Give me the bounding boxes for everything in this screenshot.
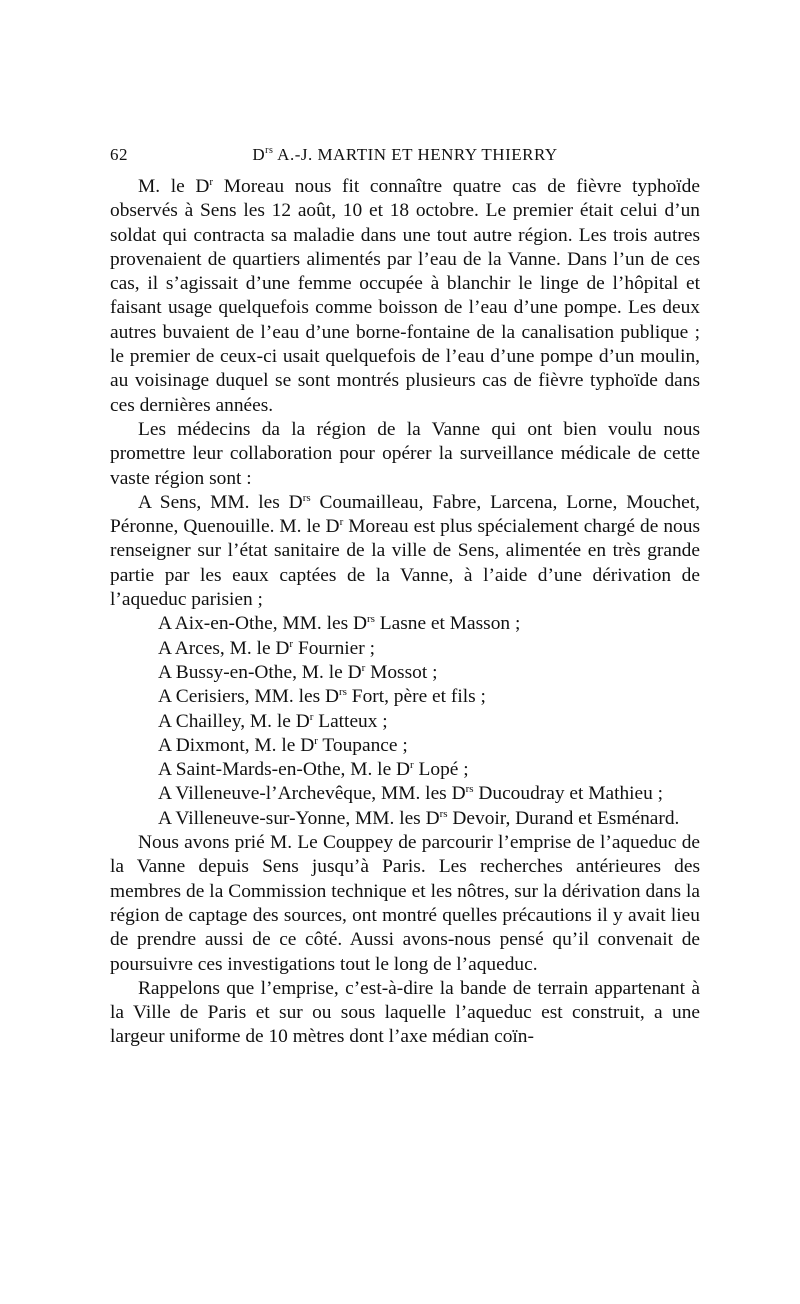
- doctor-abbrev-sup: rs: [302, 491, 311, 504]
- text-run: Les médecins da la région de la Vanne qui ont bien voulu nous promettre leur collaboration pour opérer la surveillance médicale de cette vaste région sont :: [110, 418, 700, 489]
- text-run: A Aix-en-Othe, MM. les D: [158, 613, 367, 635]
- text-run: A Bussy-en-Othe, M. le D: [158, 661, 362, 683]
- doctor-abbrev-sup: r: [410, 759, 414, 772]
- text-run: A Cerisiers, MM. les D: [158, 686, 339, 708]
- doctor-abbrev-sup: r: [339, 516, 344, 529]
- doctor-abbrev-sup: r: [309, 710, 314, 723]
- text-run: Mossot ;: [365, 661, 438, 683]
- text-run: Moreau nous fit connaître quatre cas de fièvre typhoïde observés à Sens les 12 août, 10 et 18 octobre. Le premier était celui d’un soldat qui contracta sa maladie dans une tout autre région. Les trois autres provenaient de quartiers alimentés par l’eau de la Vanne. Dans l’un de ces cas, il s’agissait d’une femme occupée à blanchir le linge de l’hôpital et faisant usage quelquefois comme boisson de l’eau d’une pompe. Les deux autres buvaient de l’eau d’une borne-fontaine de la canalisation publique ; le premier de ceux-ci usait quelquefois de l’eau d’une pompe d’un moulin, au voisinage duquel se sont montrés plusieurs cas de fièvre typhoïde dans ces dernières années.: [110, 176, 700, 416]
- header-authors-prefix: D: [252, 145, 266, 164]
- header-authors-sup: rs: [265, 145, 274, 156]
- doctor-abbrev-sup: rs: [465, 783, 474, 796]
- text-run: A Villeneuve-l’Archevêque, MM. les D: [158, 783, 466, 805]
- text-run: Rappelons que l’emprise, c’est-à-dire la bande de terrain appartenant à la Ville de Paris et sur ou sous laquelle l’aqueduc est construit, a une largeur uniforme de 10 mètres dont l’axe médian coïn-: [110, 977, 700, 1048]
- body-text: [110, 175, 700, 1050]
- book-page: [110, 145, 700, 1050]
- header-title: [110, 145, 700, 165]
- physician-list-item: [110, 734, 700, 758]
- text-run: A Villeneuve-sur-Yonne, MM. les D: [158, 807, 440, 829]
- physician-list-item: [110, 758, 700, 782]
- text-run: Fort, père et fils ;: [346, 686, 486, 708]
- doctor-abbrev-sup: r: [209, 176, 214, 188]
- paragraph-le-couppey: [110, 831, 700, 977]
- physician-list-item: [110, 782, 700, 806]
- text-run: Latteux ;: [313, 710, 388, 732]
- physician-list-item: [110, 637, 700, 661]
- doctor-abbrev-sup: rs: [439, 807, 448, 820]
- page-number: 62: [110, 145, 128, 164]
- text-run: M. le D: [138, 176, 210, 197]
- physician-list-item: [110, 661, 700, 685]
- doctor-abbrev-sup: rs: [338, 686, 347, 699]
- physician-list: [110, 612, 700, 831]
- paragraph-physicians-intro: [110, 418, 700, 491]
- text-run: Lasne et Masson ;: [374, 613, 521, 635]
- running-header: [110, 145, 700, 169]
- text-run: Toupance ;: [317, 734, 408, 756]
- header-authors-rest: A.-J. MARTIN ET HENRY THIERRY: [273, 145, 558, 164]
- physician-list-item: [110, 710, 700, 734]
- paragraph-moreau-cases: [110, 175, 700, 418]
- doctor-abbrev-sup: r: [289, 637, 294, 650]
- doctor-abbrev-sup: rs: [366, 613, 375, 626]
- text-run: Moreau est plus spécialement chargé de nous renseigner sur l’état sanitaire de la ville de Sens, alimentée en très grande partie par les eaux captées de la Vanne, à l’aide d’une dérivation de l’aqueduc parisien ;: [110, 516, 700, 611]
- text-run: Nous avons prié M. Le Couppey de parcourir l’emprise de l’aqueduc de la Vanne depuis Sens jusqu’à Paris. Les recherches antérieures des membres de la Commission technique et les nôtres, sur la dérivation dans la région de captage des sources, ont montré quelles précautions il y avait lieu de prendre aussi de ce côté. Aussi avons-nous pensé qu’il convenait de poursuivre ces investigations tout le long de l’aqueduc.: [110, 832, 700, 975]
- text-run: Fournier ;: [293, 637, 375, 659]
- doctor-abbrev-sup: r: [361, 661, 366, 674]
- text-run: A Sens, MM. les D: [138, 491, 303, 513]
- text-run: A Arces, M. le D: [158, 637, 290, 659]
- physician-list-item: [110, 612, 700, 636]
- text-run: A Chailley, M. le D: [158, 710, 310, 732]
- paragraph-emprise: [110, 977, 700, 1050]
- text-run: A Dixmont, M. le D: [158, 734, 315, 756]
- text-run: Ducoudray et Mathieu ;: [473, 783, 664, 805]
- paragraph-sens-physicians: [110, 491, 700, 612]
- text-run: Devoir, Durand et Esménard.: [447, 807, 680, 829]
- physician-list-item: [110, 807, 700, 831]
- text-run: Lopé ;: [413, 759, 469, 781]
- doctor-abbrev-sup: r: [314, 734, 318, 747]
- physician-list-item: [110, 685, 700, 709]
- text-run: Coumailleau, Fabre, Larcena, Lorne, Mouchet, Péronne, Quenouille. M. le D: [110, 491, 700, 538]
- text-run: A Saint-Mards-en-Othe, M. le D: [158, 759, 411, 781]
